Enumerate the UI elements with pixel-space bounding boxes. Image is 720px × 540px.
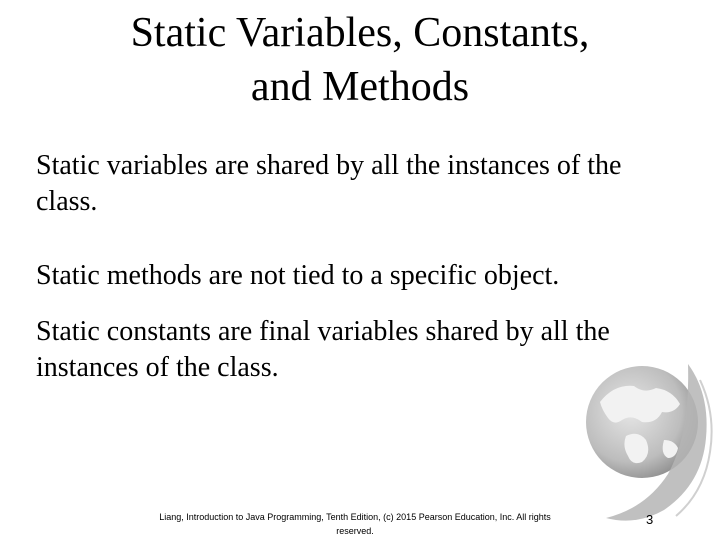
- bullet-item: Static variables are shared by all the instances of the class.: [36, 150, 622, 217]
- bullet-item: Static methods are not tied to a specific object.: [36, 260, 560, 291]
- bullet-item: Static constants are final variables shared by all the instances of the class.: [36, 316, 610, 383]
- page-number: 3: [646, 512, 654, 527]
- slide-title-line-1: Static Variables, Constants,: [130, 10, 590, 56]
- footer-copyright: Liang, Introduction to Java Programming, Tenth Edition, (c) 2015 Pearson Education, Inc. All rights reserved.: [159, 512, 551, 536]
- slide-title: [0, 6, 720, 114]
- slide-title-line-2: and Methods: [250, 64, 470, 110]
